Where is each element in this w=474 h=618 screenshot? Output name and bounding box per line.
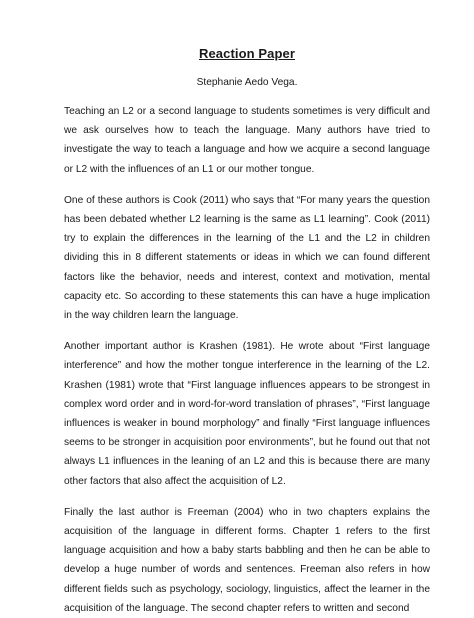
paragraph-freeman: Finally the last author is Freeman (2004) who in two chapters explains the acquisition of the language in different forms. Chapter 1 refers to the first language acquisition and how a baby starts babbling and then he can be able to develop a huge number of words and sentences. Freeman also refers in how different fields such as psychology, sociology, linguistics, affect the learner in the acquisition of the language. The second chapter refers to written and second — [64, 506, 430, 614]
document-title: Reaction Paper — [198, 46, 296, 61]
paragraph-cook: One of these authors is Cook (2011) who says that “For many years the question has been debated whether L2 learning is the same as L1 learning”. Cook (2011) try to explain the differences in the learning of the L1 and the L2 in children dividing this in 8 different statements or ideas in which we can found different factors like the behavior, needs and interest, context and motivation, mental capacity etc. So according to these statements this can have a huge implication in the way children learn the language. — [64, 194, 430, 322]
author-name: Stephanie Aedo Vega. — [196, 77, 298, 88]
paragraph-krashen: Another important author is Krashen (1981). He wrote about “First language interference” and how the mother tongue interference in the learning of the L2. Krashen (1981) wrote that “First language influences appears to be strongest in complex word order and in word-for-word translation of phrases”, “First language influences is weaker in bound morphology” and finally “First language influences seems to be stronger in acquisition poor environments”, but he found out that not always L1 influences in the leaning of an L2 and this is because there are many other factors that also affect the acquisition of L2. — [64, 341, 430, 487]
paragraph-intro: Teaching an L2 or a second language to students sometimes is very difficult and we ask ourselves how to teach the language. Many authors have tried to investigate the way to teach a language and how we acquire a second language or L2 with the influences of an L1 or our mother tongue. — [64, 106, 430, 175]
